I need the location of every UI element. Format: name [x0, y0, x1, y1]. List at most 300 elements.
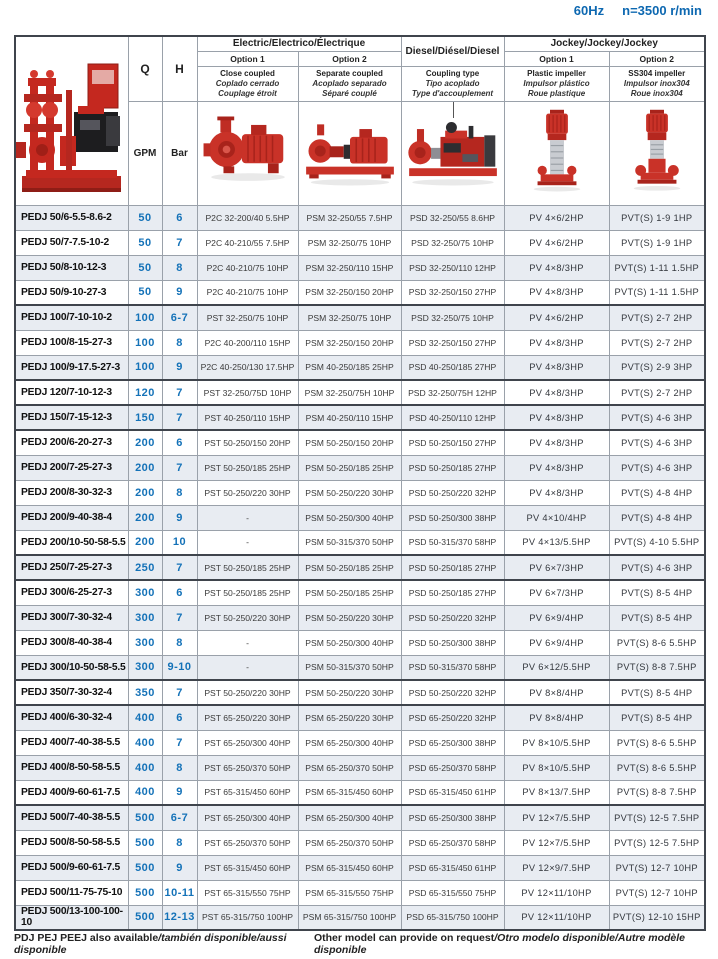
head-bar-cell: 8	[162, 480, 197, 505]
ss304-impeller-desc	[609, 66, 705, 101]
table-row	[15, 830, 705, 855]
jockey-option2-cell: PVT(S) 1-11 1.5HP	[609, 280, 705, 305]
flow-gpm-cell: 400	[128, 780, 162, 805]
electric-option1-cell: P2C 40-210/75 10HP	[197, 280, 298, 305]
electric-option2-cell: PSM 50-250/185 25HP	[298, 455, 401, 480]
model-cell: PEDJ 500/8-50-58-5.5	[15, 830, 128, 855]
table-row	[15, 405, 705, 430]
diesel-cell: PSD 50-250/185 27HP	[401, 555, 504, 580]
electric-option2-header: Option 2	[298, 51, 401, 66]
model-cell: PEDJ 400/6-30-32-4	[15, 705, 128, 730]
flow-gpm-cell: 400	[128, 705, 162, 730]
jockey-option2-cell: PVT(S) 4-6 3HP	[609, 455, 705, 480]
electric-option2-cell: PSM 32-250/150 20HP	[298, 330, 401, 355]
flow-gpm-cell: 200	[128, 480, 162, 505]
diesel-cell: PSD 65-250/370 58HP	[401, 755, 504, 780]
head-bar-cell: 6-7	[162, 805, 197, 830]
head-bar-cell: 7	[162, 230, 197, 255]
head-bar-cell: 9	[162, 280, 197, 305]
h-column-header: H	[162, 36, 197, 101]
model-cell: PEDJ 400/9-60-61-7.5	[15, 780, 128, 805]
footer-notes	[14, 932, 704, 956]
vertical-jockey-pump-plastic-photo	[504, 101, 609, 205]
diesel-cell: PSD 65-250/300 38HP	[401, 805, 504, 830]
head-bar-cell: 9	[162, 505, 197, 530]
jockey-option1-cell: PV 4×6/2HP	[504, 205, 609, 230]
table-row	[15, 480, 705, 505]
electric-option2-cell: PSM 40-250/110 15HP	[298, 405, 401, 430]
table-row	[15, 780, 705, 805]
jockey-option2-cell: PVT(S) 12-7 10HP	[609, 880, 705, 905]
jockey-group-header: Jockey/Jockey/Jockey	[504, 36, 705, 51]
model-cell: PEDJ 100/8-15-27-3	[15, 330, 128, 355]
jockey-option1-cell: PV 4×8/3HP	[504, 380, 609, 405]
model-cell: PEDJ 350/7-30-32-4	[15, 680, 128, 705]
jockey-option1-cell: PV 12×11/10HP	[504, 905, 609, 930]
model-cell: PEDJ 400/7-40-38-5.5	[15, 730, 128, 755]
electric-option2-cell: PSM 32-250/75 10HP	[298, 305, 401, 330]
pump-spec-table	[14, 35, 706, 931]
gpm-unit-header: GPM	[128, 101, 162, 205]
jockey-option2-cell: PVT(S) 4-6 3HP	[609, 430, 705, 455]
electric-option1-cell: -	[197, 505, 298, 530]
model-cell: PEDJ 50/7-7.5-10-2	[15, 230, 128, 255]
diesel-cell: PSD 32-250/75 10HP	[401, 305, 504, 330]
head-bar-cell: 6	[162, 580, 197, 605]
model-cell: PEDJ 200/8-30-32-3	[15, 480, 128, 505]
diesel-cell: PSD 50-250/185 27HP	[401, 455, 504, 480]
electric-option2-cell: PSM 65-250/300 40HP	[298, 730, 401, 755]
model-cell: PEDJ 300/7-30-32-4	[15, 605, 128, 630]
head-bar-cell: 9	[162, 780, 197, 805]
jockey-option1-cell: PV 12×7/5.5HP	[504, 830, 609, 855]
ss304-impeller-desc-en: SS304 impeller	[628, 68, 686, 78]
table-row	[15, 355, 705, 380]
electric-option2-cell: PSM 50-315/370 50HP	[298, 530, 401, 555]
model-cell: PEDJ 200/9-40-38-4	[15, 505, 128, 530]
model-cell: PEDJ 500/13-100-100-10	[15, 905, 128, 930]
coupling-type-desc-es: Tipo acoplado	[425, 78, 480, 88]
head-bar-cell: 9-10	[162, 655, 197, 680]
electric-option1-cell: PST 65-315/450 60HP	[197, 780, 298, 805]
flow-gpm-cell: 250	[128, 555, 162, 580]
diesel-cell: PSD 65-315/550 75HP	[401, 880, 504, 905]
model-cell: PEDJ 50/6-5.5-8.6-2	[15, 205, 128, 230]
jockey-option1-cell: PV 4×10/4HP	[504, 505, 609, 530]
jockey-option1-cell: PV 4×6/2HP	[504, 230, 609, 255]
jockey-option2-cell: PVT(S) 8-6 5.5HP	[609, 755, 705, 780]
electric-option2-cell: PSM 50-250/220 30HP	[298, 480, 401, 505]
jockey-option2-cell: PVT(S) 8-8 7.5HP	[609, 780, 705, 805]
diesel-cell: PSD 50-250/300 38HP	[401, 505, 504, 530]
electric-option2-cell: PSM 32-250/55 7.5HP	[298, 205, 401, 230]
jockey-option2-cell: PVT(S) 8-5 4HP	[609, 680, 705, 705]
electric-option1-cell: PST 65-250/370 50HP	[197, 830, 298, 855]
jockey-option1-cell: PV 6×7/3HP	[504, 555, 609, 580]
bar-unit-header: Bar	[162, 101, 197, 205]
jockey-option2-cell: PVT(S) 8-5 4HP	[609, 705, 705, 730]
electric-option1-cell: PST 50-250/185 25HP	[197, 580, 298, 605]
head-bar-cell: 12-13	[162, 905, 197, 930]
jockey-option2-header: Option 2	[609, 51, 705, 66]
table-row	[15, 655, 705, 680]
flow-gpm-cell: 50	[128, 230, 162, 255]
jockey-option2-cell: PVT(S) 4-6 3HP	[609, 555, 705, 580]
diesel-cell: PSD 32-250/150 27HP	[401, 280, 504, 305]
jockey-option2-cell: PVT(S) 1-9 1HP	[609, 205, 705, 230]
jockey-option1-cell: PV 6×12/5.5HP	[504, 655, 609, 680]
diesel-cell: PSD 50-250/300 38HP	[401, 630, 504, 655]
jockey-option1-cell: PV 4×8/3HP	[504, 330, 609, 355]
electric-option1-cell: P2C 40-210/75 10HP	[197, 255, 298, 280]
separate-coupled-pump-image	[303, 113, 397, 189]
jockey-option1-header: Option 1	[504, 51, 609, 66]
speed-label: n=3500 r/min	[622, 3, 702, 18]
jockey-option2-cell: PVT(S) 12-5 7.5HP	[609, 830, 705, 855]
electric-option2-cell: PSM 50-250/185 25HP	[298, 580, 401, 605]
electric-option2-cell: PSM 50-250/220 30HP	[298, 680, 401, 705]
head-bar-cell: 6	[162, 430, 197, 455]
jockey-option2-cell: PVT(S) 8-6 5.5HP	[609, 630, 705, 655]
table-row	[15, 555, 705, 580]
jockey-option2-cell: PVT(S) 8-5 4HP	[609, 580, 705, 605]
electric-group-header: Electric/Electrico/Électrique	[197, 36, 401, 51]
q-column-header: Q	[128, 36, 162, 101]
diesel-cell: PSD 40-250/185 27HP	[401, 355, 504, 380]
flow-gpm-cell: 200	[128, 530, 162, 555]
footer-right-note	[314, 932, 704, 956]
on-request-text: Other model can provide on request	[313, 932, 495, 944]
head-bar-cell: 7	[162, 380, 197, 405]
jockey-option2-cell: PVT(S) 12-10 15HP	[609, 905, 705, 930]
flow-gpm-cell: 300	[128, 630, 162, 655]
electric-option2-cell: PSM 65-250/220 30HP	[298, 705, 401, 730]
flow-gpm-cell: 50	[128, 255, 162, 280]
head-bar-cell: 7	[162, 405, 197, 430]
head-bar-cell: 7	[162, 605, 197, 630]
head-bar-cell: 8	[162, 630, 197, 655]
jockey-option1-cell: PV 4×8/3HP	[504, 355, 609, 380]
diesel-cell: PSD 65-315/450 61HP	[401, 855, 504, 880]
electric-option2-cell: PSM 32-250/150 20HP	[298, 280, 401, 305]
electric-option2-cell: PSM 50-250/300 40HP	[298, 630, 401, 655]
diesel-cell: PSD 32-250/55 8.6HP	[401, 205, 504, 230]
model-cell: PEDJ 120/7-10-12-3	[15, 380, 128, 405]
table-row	[15, 905, 705, 930]
coupling-type-desc-en: Coupling type	[425, 68, 480, 78]
flow-gpm-cell: 500	[128, 855, 162, 880]
jockey-option2-cell: PVT(S) 8-6 5.5HP	[609, 730, 705, 755]
table-row	[15, 330, 705, 355]
table-row	[15, 630, 705, 655]
coupling-pointer-line	[453, 102, 454, 118]
jockey-option1-cell: PV 8×10/5.5HP	[504, 755, 609, 780]
diesel-cell: PSD 65-250/300 38HP	[401, 730, 504, 755]
electric-option2-cell: PSM 65-250/370 50HP	[298, 830, 401, 855]
electric-option1-cell: -	[197, 655, 298, 680]
flow-gpm-cell: 400	[128, 755, 162, 780]
diesel-cell: PSD 40-250/110 12HP	[401, 405, 504, 430]
flow-gpm-cell: 500	[128, 805, 162, 830]
on-request-alt-text: /Otro modelo disponible/Autre modèle disponible	[313, 932, 685, 956]
coupling-type-desc-fr: Type d'accouplement	[411, 88, 494, 98]
electric-option2-cell: PSM 32-250/75 10HP	[298, 230, 401, 255]
electric-option1-cell: PST 65-315/750 100HP	[197, 905, 298, 930]
model-cell: PEDJ 200/10-50-58-5.5	[15, 530, 128, 555]
electric-option2-cell: PSM 65-315/450 60HP	[298, 780, 401, 805]
electric-option2-cell: PSM 50-250/300 40HP	[298, 505, 401, 530]
electric-option2-cell: PSM 50-250/220 30HP	[298, 605, 401, 630]
table-row	[15, 705, 705, 730]
model-cell: PEDJ 500/7-40-38-5.5	[15, 805, 128, 830]
diesel-cell: PSD 32-250/75 10HP	[401, 230, 504, 255]
electric-option1-cell: PST 40-250/110 15HP	[197, 405, 298, 430]
jockey-option2-cell: PVT(S) 4-10 5.5HP	[609, 530, 705, 555]
electric-option1-cell: P2C 32-200/40 5.5HP	[197, 205, 298, 230]
flow-gpm-cell: 100	[128, 305, 162, 330]
table-row	[15, 805, 705, 830]
jockey-option2-cell: PVT(S) 2-9 3HP	[609, 355, 705, 380]
head-bar-cell: 10-11	[162, 880, 197, 905]
close-coupled-pump-photo	[197, 101, 298, 205]
jockey-option1-cell: PV 12×9/7.5HP	[504, 855, 609, 880]
table-row	[15, 880, 705, 905]
close-coupled-desc	[197, 66, 298, 101]
jockey-option2-cell: PVT(S) 4-8 4HP	[609, 480, 705, 505]
separate-coupled-desc-en: Separate coupled	[316, 68, 383, 78]
diesel-cell: PSD 50-315/370 58HP	[401, 530, 504, 555]
head-bar-cell: 8	[162, 330, 197, 355]
electric-option1-cell: PST 65-250/370 50HP	[197, 755, 298, 780]
diesel-cell: PSD 65-250/370 58HP	[401, 830, 504, 855]
electric-option1-cell: P2C 40-250/130 17.5HP	[197, 355, 298, 380]
electric-option2-cell: PSM 50-250/150 20HP	[298, 430, 401, 455]
head-bar-cell: 6	[162, 705, 197, 730]
separate-coupled-pump-photo	[298, 101, 401, 205]
electric-option1-cell: PST 50-250/220 30HP	[197, 680, 298, 705]
diesel-cell: PSD 32-250/110 12HP	[401, 255, 504, 280]
electric-option1-cell: PST 65-250/220 30HP	[197, 705, 298, 730]
electric-option1-cell: PST 65-315/450 60HP	[197, 855, 298, 880]
separate-coupled-desc-es: Acoplado separado	[312, 78, 387, 88]
jockey-option1-cell: PV 4×8/3HP	[504, 405, 609, 430]
plastic-impeller-desc	[504, 66, 609, 101]
also-available-text: PDJ PEJ PEEJ also available	[14, 932, 159, 944]
diesel-coupled-pump-photo	[401, 101, 504, 205]
head-bar-cell: 10	[162, 530, 197, 555]
electric-option2-cell: PSM 65-315/750 100HP	[298, 905, 401, 930]
flow-gpm-cell: 300	[128, 655, 162, 680]
electric-option1-cell: PST 65-250/300 40HP	[197, 730, 298, 755]
electric-option2-cell: PSM 32-250/110 15HP	[298, 255, 401, 280]
jockey-option2-cell: PVT(S) 2-7 2HP	[609, 330, 705, 355]
table-row	[15, 530, 705, 555]
table-row	[15, 305, 705, 330]
separate-coupled-desc-fr: Séparé couplé	[322, 88, 377, 98]
jockey-option1-cell: PV 4×8/3HP	[504, 430, 609, 455]
electric-option2-cell: PSM 40-250/185 25HP	[298, 355, 401, 380]
jockey-option1-cell: PV 4×8/3HP	[504, 455, 609, 480]
model-cell: PEDJ 150/7-15-12-3	[15, 405, 128, 430]
electric-option1-header: Option 1	[197, 51, 298, 66]
electric-option2-cell: PSM 65-250/370 50HP	[298, 755, 401, 780]
flow-gpm-cell: 150	[128, 405, 162, 430]
spec-table-body	[15, 205, 705, 930]
jockey-option1-cell: PV 4×8/3HP	[504, 255, 609, 280]
model-cell: PEDJ 500/11-75-75-10	[15, 880, 128, 905]
model-cell: PEDJ 250/7-25-27-3	[15, 555, 128, 580]
electric-option1-cell: PST 50-250/185 25HP	[197, 455, 298, 480]
jockey-option1-cell: PV 4×8/3HP	[504, 280, 609, 305]
flow-gpm-cell: 350	[128, 680, 162, 705]
model-cell: PEDJ 100/9-17.5-27-3	[15, 355, 128, 380]
table-row	[15, 280, 705, 305]
head-bar-cell: 8	[162, 830, 197, 855]
head-bar-cell: 8	[162, 255, 197, 280]
diesel-cell: PSD 50-315/370 58HP	[401, 655, 504, 680]
table-row	[15, 430, 705, 455]
electric-option1-cell: PST 32-250/75D 10HP	[197, 380, 298, 405]
table-row	[15, 230, 705, 255]
flow-gpm-cell: 500	[128, 905, 162, 930]
table-row	[15, 755, 705, 780]
electric-option1-cell: PST 65-315/550 75HP	[197, 880, 298, 905]
electric-option2-cell: PSM 50-250/185 25HP	[298, 555, 401, 580]
ss304-impeller-desc-fr: Roue inox304	[630, 88, 683, 98]
electric-option2-cell: PSM 65-315/450 60HP	[298, 855, 401, 880]
jockey-option1-cell: PV 12×11/10HP	[504, 880, 609, 905]
head-bar-cell: 7	[162, 680, 197, 705]
head-bar-cell: 6-7	[162, 305, 197, 330]
jockey-option2-cell: PVT(S) 12-5 7.5HP	[609, 805, 705, 830]
electric-option2-cell: PSM 50-315/370 50HP	[298, 655, 401, 680]
flow-gpm-cell: 120	[128, 380, 162, 405]
frequency-speed-note	[574, 3, 702, 18]
jockey-option2-cell: PVT(S) 4-8 4HP	[609, 505, 705, 530]
model-cell: PEDJ 200/7-25-27-3	[15, 455, 128, 480]
electric-option1-cell: PST 50-250/220 30HP	[197, 605, 298, 630]
jockey-option2-cell: PVT(S) 2-7 2HP	[609, 380, 705, 405]
diesel-cell: PSD 32-250/150 27HP	[401, 330, 504, 355]
close-coupled-desc-en: Close coupled	[220, 68, 275, 78]
plastic-impeller-desc-es: Impulsor plástico	[523, 78, 590, 88]
footer-left-note	[14, 932, 314, 956]
head-bar-cell: 9	[162, 355, 197, 380]
close-coupled-pump-image	[202, 113, 294, 189]
electric-option2-cell: PSM 32-250/75H 10HP	[298, 380, 401, 405]
jockey-option1-cell: PV 8×8/4HP	[504, 705, 609, 730]
jockey-option1-cell: PV 8×13/7.5HP	[504, 780, 609, 805]
model-cell: PEDJ 50/9-10-27-3	[15, 280, 128, 305]
electric-option1-cell: -	[197, 630, 298, 655]
close-coupled-desc-es: Coplado cerrado	[215, 78, 280, 88]
flow-gpm-cell: 50	[128, 280, 162, 305]
diesel-cell: PSD 50-250/220 32HP	[401, 680, 504, 705]
model-cell: PEDJ 100/7-10-10-2	[15, 305, 128, 330]
electric-option1-cell: PST 65-250/300 40HP	[197, 805, 298, 830]
packaged-fire-pump-set-photo	[15, 36, 128, 205]
ss304-impeller-desc-es: Impulsor inox304	[623, 78, 690, 88]
flow-gpm-cell: 100	[128, 355, 162, 380]
diesel-group-header: Diesel/Diésel/Diesel	[401, 36, 504, 66]
head-bar-cell: 7	[162, 555, 197, 580]
flow-gpm-cell: 50	[128, 205, 162, 230]
electric-option1-cell: P2C 40-200/110 15HP	[197, 330, 298, 355]
table-row	[15, 505, 705, 530]
model-cell: PEDJ 500/9-60-61-7.5	[15, 855, 128, 880]
packaged-fire-pump-set-image	[16, 50, 127, 200]
head-bar-cell: 7	[162, 455, 197, 480]
vertical-jockey-pump-ss304-photo	[609, 101, 705, 205]
table-row	[15, 255, 705, 280]
model-cell: PEDJ 200/6-20-27-3	[15, 430, 128, 455]
plastic-impeller-desc-en: Plastic impeller	[527, 68, 586, 78]
electric-option2-cell: PSM 65-250/300 40HP	[298, 805, 401, 830]
model-cell: PEDJ 300/8-40-38-4	[15, 630, 128, 655]
jockey-option2-cell: PVT(S) 1-11 1.5HP	[609, 255, 705, 280]
flow-gpm-cell: 500	[128, 880, 162, 905]
flow-gpm-cell: 100	[128, 330, 162, 355]
diesel-cell: PSD 65-315/750 100HP	[401, 905, 504, 930]
table-row	[15, 680, 705, 705]
jockey-option1-cell: PV 6×9/4HP	[504, 605, 609, 630]
also-available-alt-text: /también disponible/aussi disponible	[14, 932, 287, 956]
flow-gpm-cell: 400	[128, 730, 162, 755]
table-row	[15, 730, 705, 755]
jockey-option2-cell: PVT(S) 8-8 7.5HP	[609, 655, 705, 680]
jockey-option2-cell: PVT(S) 8-5 4HP	[609, 605, 705, 630]
table-row	[15, 855, 705, 880]
jockey-option1-cell: PV 6×9/4HP	[504, 630, 609, 655]
diesel-cell: PSD 50-250/220 32HP	[401, 480, 504, 505]
jockey-option1-cell: PV 8×10/5.5HP	[504, 730, 609, 755]
flow-gpm-cell: 300	[128, 605, 162, 630]
table-row	[15, 580, 705, 605]
jockey-option2-cell: PVT(S) 2-7 2HP	[609, 305, 705, 330]
diesel-cell: PSD 65-250/220 32HP	[401, 705, 504, 730]
flow-gpm-cell: 200	[128, 505, 162, 530]
jockey-option1-cell: PV 12×7/5.5HP	[504, 805, 609, 830]
head-bar-cell: 8	[162, 755, 197, 780]
diesel-cell: PSD 32-250/75H 12HP	[401, 380, 504, 405]
frequency-label: 60Hz	[573, 3, 605, 18]
diesel-cell: PSD 50-250/150 27HP	[401, 430, 504, 455]
model-cell: PEDJ 300/6-25-27-3	[15, 580, 128, 605]
electric-option2-cell: PSM 65-315/550 75HP	[298, 880, 401, 905]
table-row	[15, 380, 705, 405]
diesel-cell: PSD 50-250/185 27HP	[401, 580, 504, 605]
jockey-option1-cell: PV 4×6/2HP	[504, 305, 609, 330]
diesel-coupled-pump-image	[406, 113, 500, 189]
table-row	[15, 605, 705, 630]
jockey-option2-cell: PVT(S) 12-7 10HP	[609, 855, 705, 880]
electric-option1-cell: PST 50-250/220 30HP	[197, 480, 298, 505]
diesel-cell: PSD 65-315/450 61HP	[401, 780, 504, 805]
electric-option1-cell: PST 50-250/185 25HP	[197, 555, 298, 580]
head-bar-cell: 9	[162, 855, 197, 880]
table-row	[15, 205, 705, 230]
head-bar-cell: 7	[162, 730, 197, 755]
jockey-pump-plastic-image	[522, 105, 592, 197]
electric-option1-cell: PST 50-250/150 20HP	[197, 430, 298, 455]
head-bar-cell: 6	[162, 205, 197, 230]
jockey-option1-cell: PV 4×13/5.5HP	[504, 530, 609, 555]
jockey-option1-cell: PV 6×7/3HP	[504, 580, 609, 605]
jockey-option1-cell: PV 8×8/4HP	[504, 680, 609, 705]
separate-coupled-desc	[298, 66, 401, 101]
electric-option1-cell: -	[197, 530, 298, 555]
jockey-option2-cell: PVT(S) 1-9 1HP	[609, 230, 705, 255]
